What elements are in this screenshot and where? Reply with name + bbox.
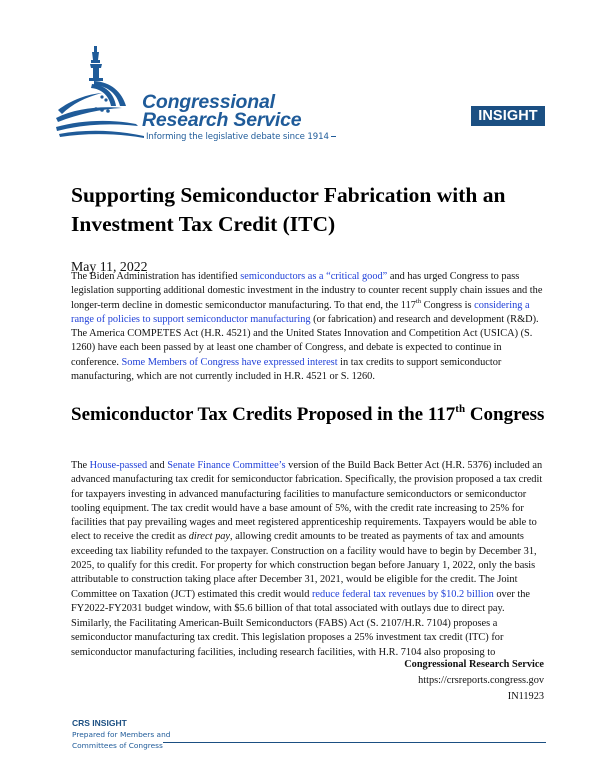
text-run: and has urged Congress to pass legislation supporting additional domestic investment in the industry to counter recent supply chain issues and the longer-term decline in domestic semiconductor manufacturing. To that end, the 117 <box>71 271 543 311</box>
text-run: Congress is <box>420 299 475 311</box>
org-name <box>142 93 301 129</box>
text-run: and <box>147 460 168 471</box>
link-reduce-revenues[interactable]: reduce federal tax revenues by $10.2 billion <box>311 588 494 600</box>
prepared-line-1: Prepared for Members and <box>72 730 171 739</box>
emphasis: direct pay <box>188 531 231 543</box>
body-paragraph: Similarly, the Facilitating American-Built Semiconductors (FABS) Act (S. 2107/H.R. 7104) proposes a semiconductor manufacturing tax credit. This legislation proposes a 25% investment tax credit (ITC) for semiconductor manufacturing facilities, including research facilities, with H.R. 7104 also proposing to <box>71 618 504 658</box>
text-run: The Biden Administration has identified <box>71 271 241 282</box>
footer-citation <box>404 657 544 705</box>
intro-paragraph <box>71 270 545 384</box>
org-name-line2: Research Service <box>142 109 302 131</box>
tagline-rule <box>331 136 336 137</box>
org-name-line1: Congressional <box>142 91 275 113</box>
link-members-expressed-interest[interactable]: Some Members of Congress have expressed interest <box>121 356 338 368</box>
text-run: , allowing credit amounts to be treated as payments of tax and amounts exceeding tax liability refunded to the taxpayer. Construction on a facility would have to begin by December 31, 2025, to qualify for this credit. For property for which construction began before January 1, 2022, only the basis attributable to construction taking place after December 31, 2021, would be eligible for the credit. The Joint Committee on Taxation (JCT) estimated this credit would <box>71 531 537 600</box>
document-title: Supporting Semiconductor Fabrication with an Investment Tax Credit (ITC) <box>71 183 506 236</box>
heading-text: Semiconductor Tax Credits Proposed in the 117 <box>71 404 456 425</box>
text-run: over the FY2022-FY2031 budget window, with $5.6 billion of that total associated with outlays due to direct pay. <box>71 588 530 614</box>
footer-url[interactable]: https://crsreports.congress.gov <box>418 675 544 686</box>
footer-rule <box>163 742 546 743</box>
superscript: th <box>455 403 466 415</box>
link-house-passed[interactable]: House-passed <box>89 460 148 471</box>
section-heading <box>71 402 545 428</box>
text-run: (or fabrication) and research and development (R&D). The America COMPETES Act (H.R. 4521) and the United States Innovation and Competition Act (USICA) (S. 1260) have each been passed by at least one chamber of Congress, and debate is expected to continue in conference. <box>71 313 539 368</box>
series-label: CRS INSIGHT <box>72 718 127 728</box>
prepared-line-2: Committees of Congress <box>72 741 163 750</box>
tagline-text: Informing the legislative debate since 1914 <box>146 132 329 142</box>
heading-text: Congress <box>465 404 545 425</box>
text-run: The <box>71 460 90 471</box>
crs-logo <box>56 44 356 154</box>
link-range-of-policies[interactable]: considering a range of policies to support semiconductor manufacturing <box>71 299 530 325</box>
capitol-dome-icon <box>56 44 146 144</box>
insight-badge: INSIGHT <box>471 106 545 126</box>
report-id: IN11923 <box>507 691 544 702</box>
link-critical-good[interactable]: semiconductors as a “critical good” <box>240 271 388 282</box>
link-senate-finance[interactable]: Senate Finance Committee’s <box>167 460 286 471</box>
publication-date: May 11, 2022 <box>71 259 148 274</box>
org-tagline <box>146 132 336 142</box>
superscript: th <box>415 297 421 305</box>
body-paragraph <box>71 459 545 616</box>
text-run: version of the Build Back Better Act (H.R. 5376) included an advanced manufacturing tax credit for semiconductor fabrication. Specifically, the provision proposed a tax credit for taxpayers investing in advanced manufacturing facilities to manufacture semiconductors or semiconductor tooling equipment. The tax credit would have a base amount of 5%, with the credit rate increasing to 25% for facilities that pay prevailing wages and meet registered apprenticeship requirements. Taxpayers would be able to elect to receive the credit as <box>71 460 543 543</box>
text-run: in tax credits to support semiconductor manufacturing, which are not currently included in H.R. 4521 or S. 1260. <box>71 356 502 383</box>
crs-insight-footer <box>72 718 170 751</box>
footer-org: Congressional Research Service <box>404 659 544 670</box>
